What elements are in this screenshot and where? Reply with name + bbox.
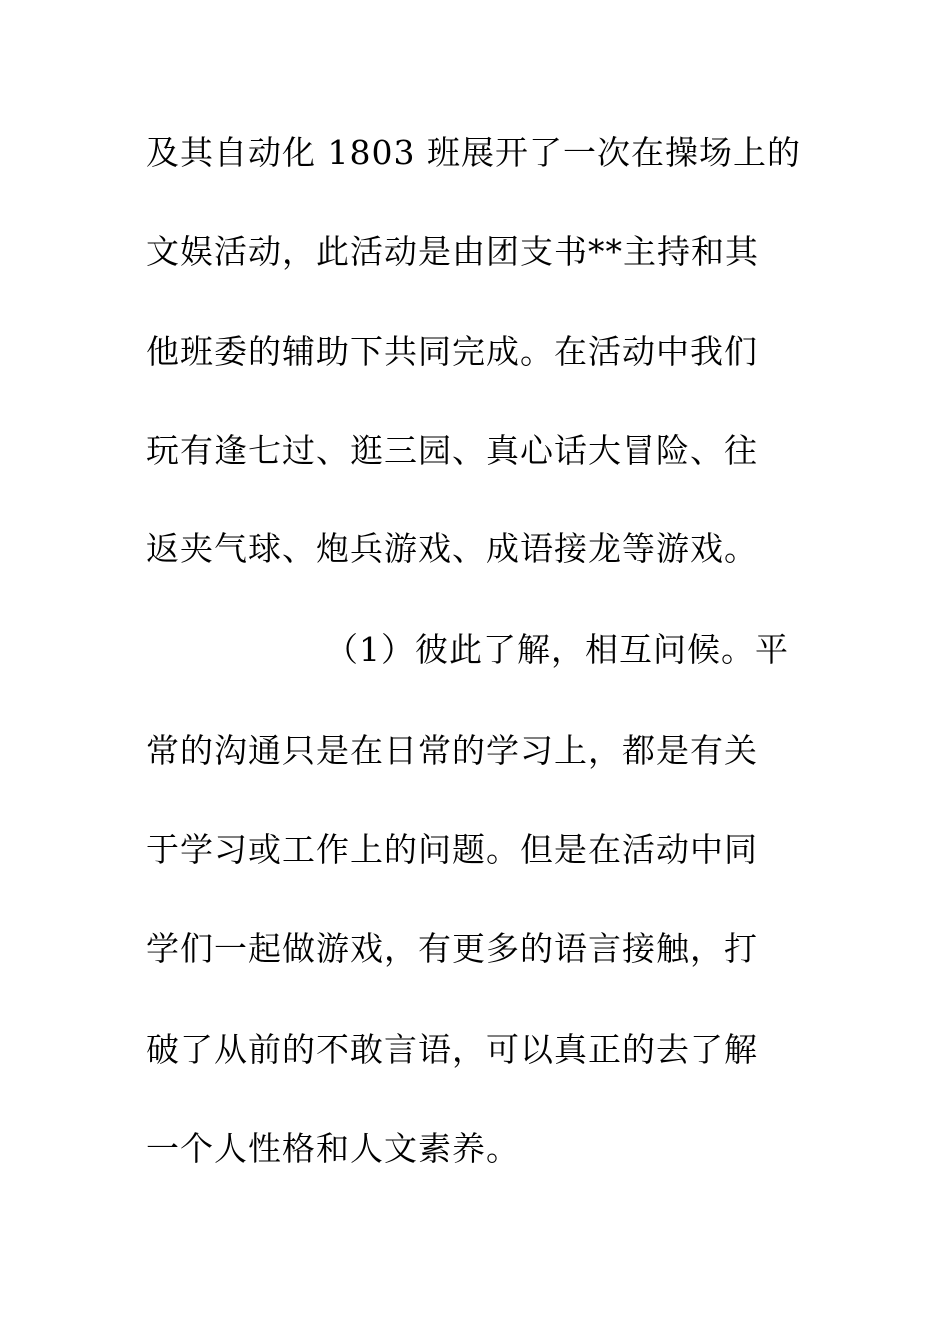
text-line: 他班委的辅助下共同完成。在活动中我们 [146,332,758,371]
text-line: 于学习或工作上的问题。但是在活动中同 [146,830,758,869]
text-line: 玩有逢七过、逛三园、真心话大冒险、往 [146,431,758,470]
text-line: 返夹气球、炮兵游戏、成语接龙等游戏。 [146,529,758,568]
text-line: 学们一起做游戏，有更多的语言接触，打 [146,929,758,968]
text-line: 破了从前的不敢言语，可以真正的去了解 [146,1030,758,1069]
text-line: 文娱活动，此活动是由团支书**主持和其 [146,232,759,271]
text-line: 常的沟通只是在日常的学习上，都是有关 [146,731,758,770]
paragraph-start-line: （1）彼此了解，相互问候。平 [325,630,789,669]
text-line: 及其自动化 1803 班展开了一次在操场上的 [146,133,801,172]
text-line: 一个人性格和人文素养。 [146,1129,520,1168]
